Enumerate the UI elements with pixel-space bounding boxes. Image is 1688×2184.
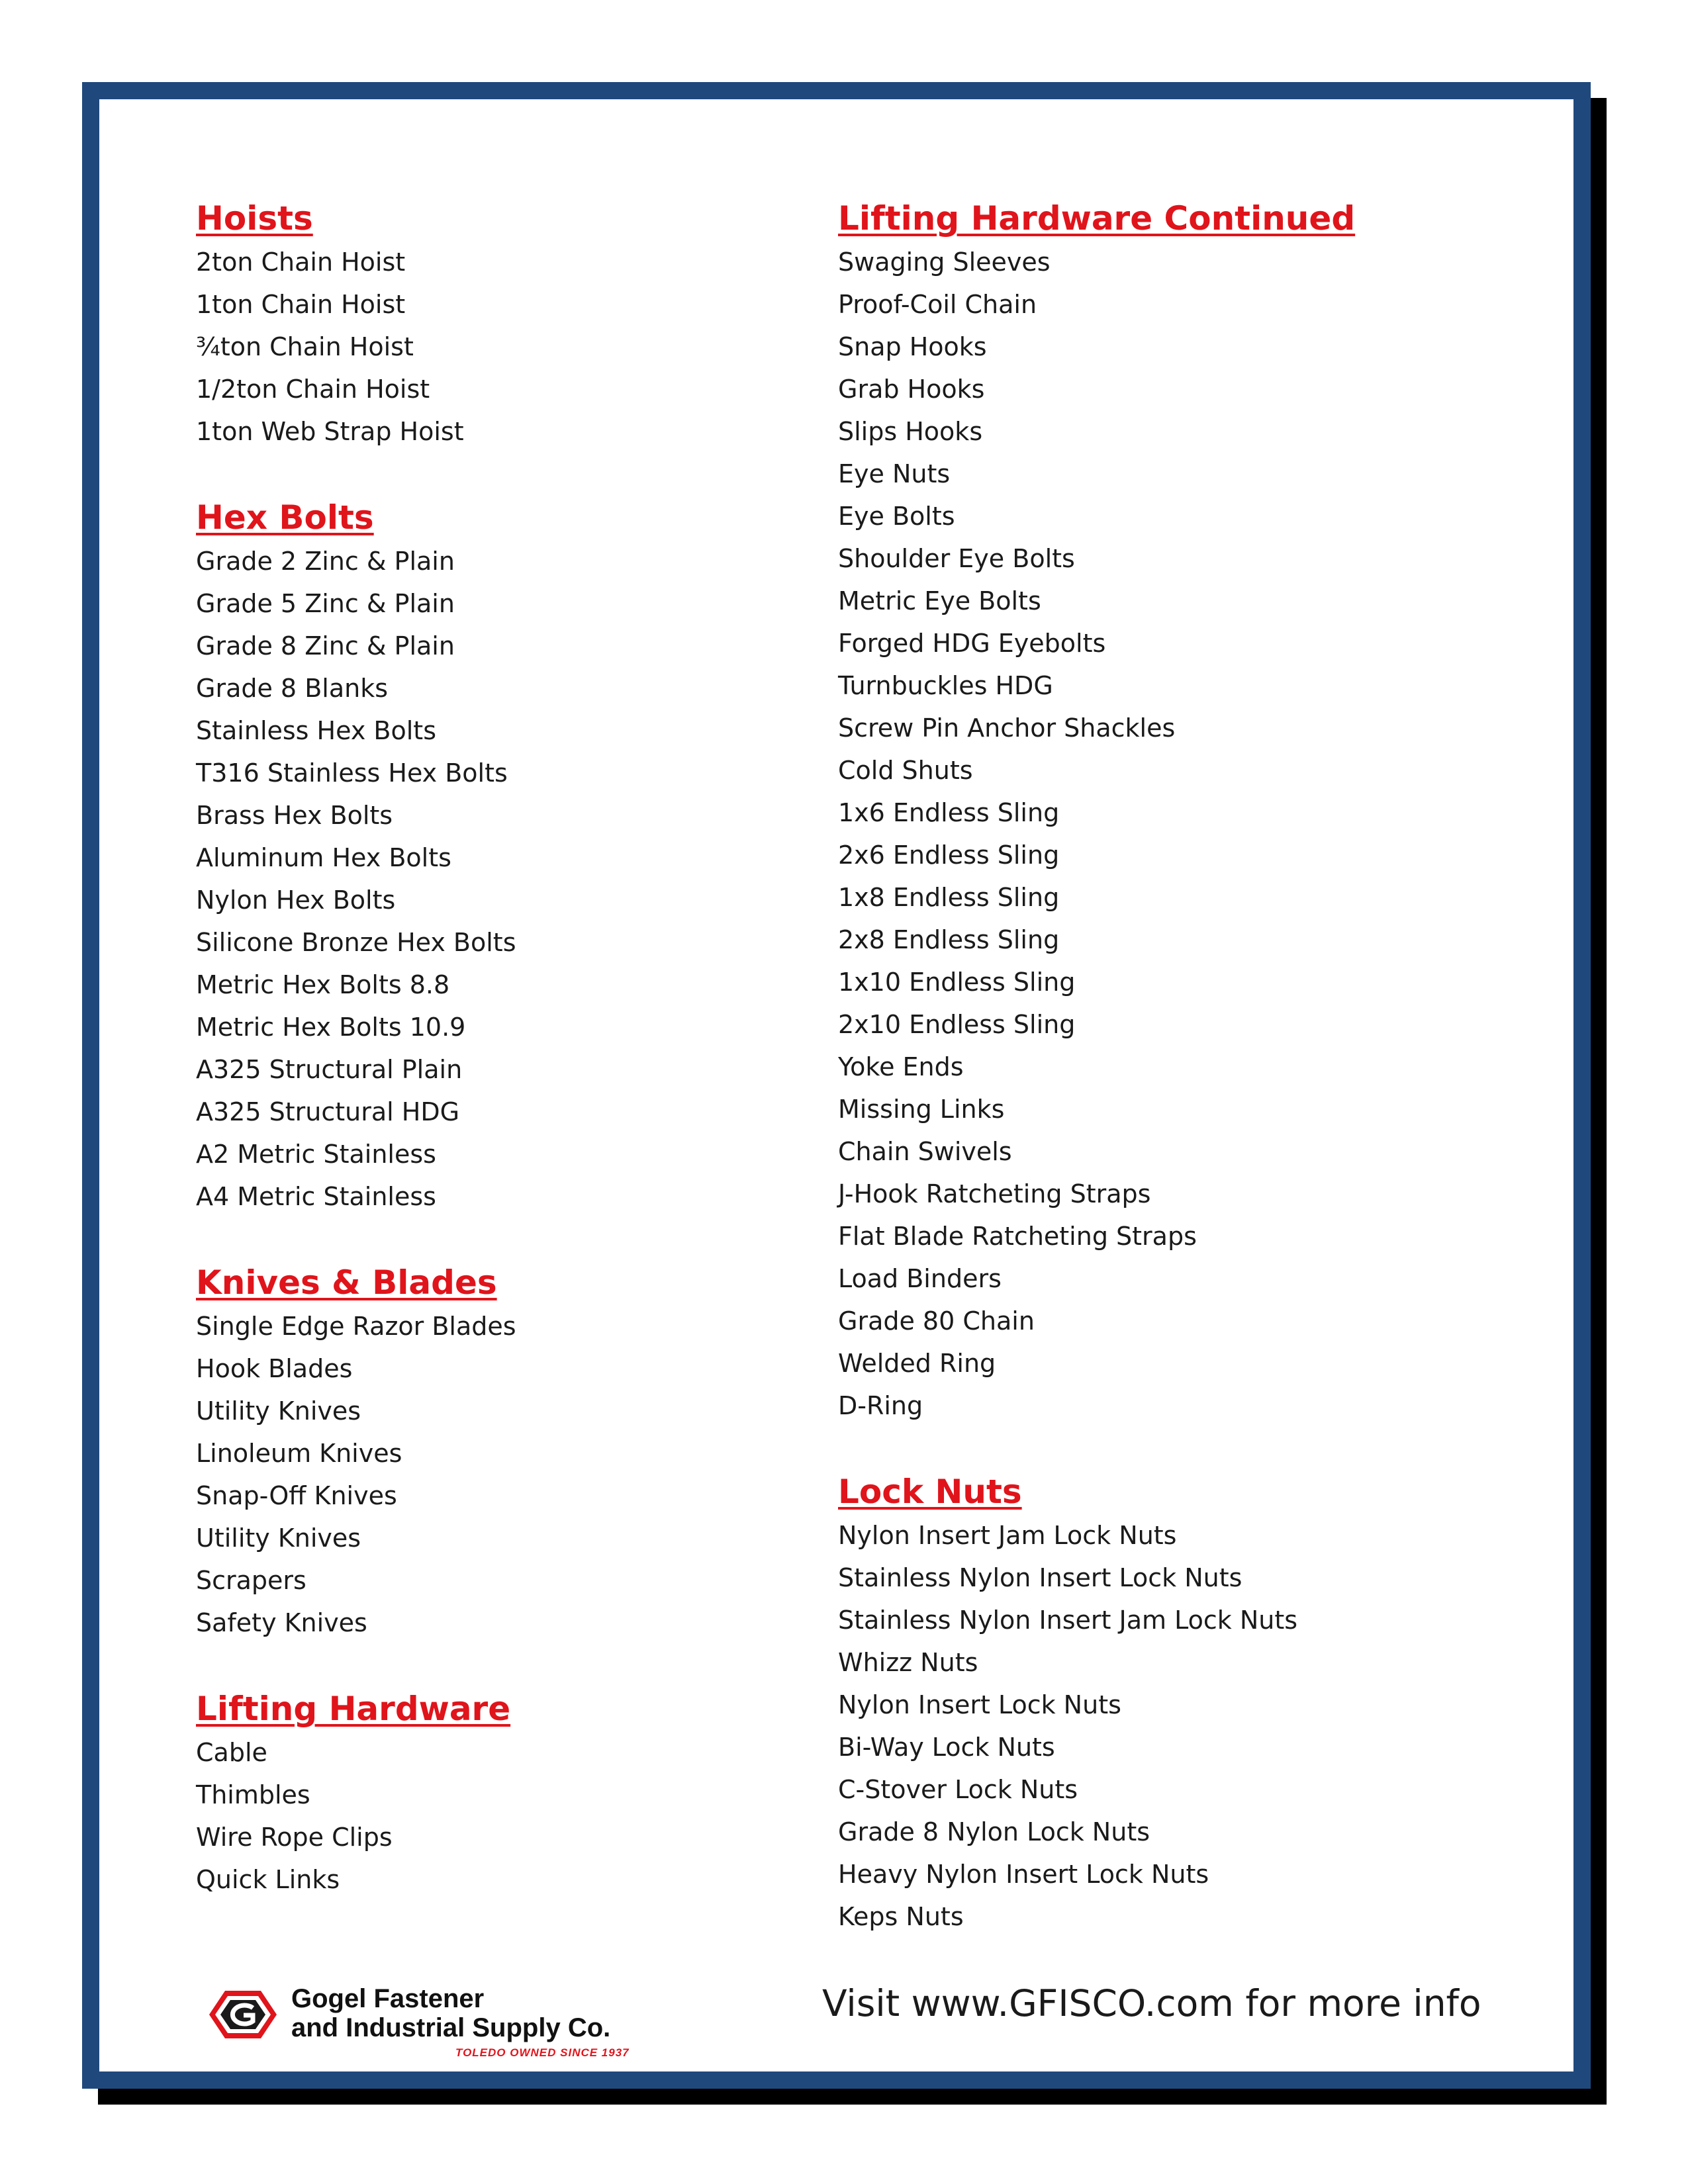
item-list (196, 241, 792, 453)
list-item: A325 Structural HDG (196, 1097, 460, 1126)
list-item: Flat Blade Ratcheting Straps (838, 1222, 1197, 1251)
list-item: 1ton Chain Hoist (196, 290, 406, 319)
list-item: Heavy Nylon Insert Lock Nuts (838, 1860, 1209, 1889)
section-heading: Lifting Hardware (196, 1690, 511, 1728)
list-item: Quick Links (196, 1865, 340, 1894)
list-item: Load Binders (838, 1264, 1002, 1293)
list-item: Forged HDG Eyebolts (838, 629, 1106, 658)
item-list (196, 1731, 792, 1901)
company-name-line1: Gogel Fastener (291, 1984, 485, 2013)
list-item: Eye Bolts (838, 502, 955, 531)
item-list (196, 540, 792, 1218)
list-item: ¾ton Chain Hoist (196, 332, 414, 361)
list-item: Grade 5 Zinc & Plain (196, 589, 455, 618)
list-item: Cable (196, 1738, 267, 1767)
list-item: Welded Ring (838, 1349, 996, 1378)
list-item: Shoulder Eye Bolts (838, 544, 1075, 573)
list-item: Thimbles (196, 1780, 310, 1809)
company-tagline: TOLEDO OWNED SINCE 1937 (455, 2046, 630, 2059)
list-item: Brass Hex Bolts (196, 801, 393, 830)
list-item: 1x8 Endless Sling (838, 883, 1060, 912)
section-lifting-hardware-continued (838, 196, 1500, 1427)
list-item: Linoleum Knives (196, 1439, 402, 1468)
list-item: Eye Nuts (838, 459, 951, 488)
list-item: Grade 8 Zinc & Plain (196, 631, 455, 660)
list-item: Metric Eye Bolts (838, 586, 1041, 615)
left-column (196, 196, 792, 1943)
section-heading: Hoists (196, 199, 313, 238)
list-item: Nylon Insert Jam Lock Nuts (838, 1521, 1177, 1550)
section-hoists (196, 196, 792, 453)
list-item: Stainless Nylon Insert Jam Lock Nuts (838, 1606, 1298, 1635)
list-item: Keps Nuts (838, 1902, 964, 1931)
hex-g-logo-icon (207, 1988, 279, 2041)
list-item: Stainless Hex Bolts (196, 716, 436, 745)
list-item: 2ton Chain Hoist (196, 248, 406, 277)
section-lifting-hardware (196, 1686, 792, 1901)
item-list (196, 1305, 792, 1644)
item-list (838, 241, 1500, 1427)
list-item: Chain Swivels (838, 1137, 1012, 1166)
list-item: Hook Blades (196, 1354, 353, 1383)
list-item: T316 Stainless Hex Bolts (196, 758, 508, 788)
list-item: Aluminum Hex Bolts (196, 843, 451, 872)
list-item: 1ton Web Strap Hoist (196, 417, 464, 446)
list-item: Safety Knives (196, 1608, 367, 1637)
list-item: Stainless Nylon Insert Lock Nuts (838, 1563, 1243, 1592)
list-item: Metric Hex Bolts 10.9 (196, 1013, 466, 1042)
list-item: Snap-Off Knives (196, 1481, 397, 1510)
list-item: 2x6 Endless Sling (838, 841, 1060, 870)
list-item: Wire Rope Clips (196, 1823, 393, 1852)
visit-website-text: Visit www.GFISCO.com for more info (822, 1982, 1481, 2025)
section-heading: Lifting Hardware Continued (838, 199, 1356, 238)
list-item: Turnbuckles HDG (838, 671, 1053, 700)
list-item: Grade 80 Chain (838, 1306, 1035, 1336)
list-item: Single Edge Razor Blades (196, 1312, 516, 1341)
list-item: Grade 2 Zinc & Plain (196, 547, 455, 576)
list-item: Bi-Way Lock Nuts (838, 1733, 1055, 1762)
list-item: Grade 8 Blanks (196, 674, 388, 703)
section-hex-bolts (196, 495, 792, 1218)
right-column (838, 196, 1500, 1980)
list-item: Slips Hooks (838, 417, 983, 446)
list-item: 1/2ton Chain Hoist (196, 375, 430, 404)
company-name-line2: and Industrial Supply Co. (291, 2013, 611, 2042)
list-item: Screw Pin Anchor Shackles (838, 713, 1176, 743)
section-heading: Lock Nuts (838, 1473, 1022, 1511)
list-item: Nylon Hex Bolts (196, 886, 396, 915)
list-item: Metric Hex Bolts 8.8 (196, 970, 450, 999)
list-item: Grab Hooks (838, 375, 985, 404)
section-heading: Knives & Blades (196, 1263, 497, 1302)
list-item: Snap Hooks (838, 332, 987, 361)
list-item: Utility Knives (196, 1524, 361, 1553)
list-item: Nylon Insert Lock Nuts (838, 1690, 1121, 1719)
list-item: Utility Knives (196, 1396, 361, 1426)
list-item: Grade 8 Nylon Lock Nuts (838, 1817, 1150, 1846)
list-item: A325 Structural Plain (196, 1055, 463, 1084)
list-item: A4 Metric Stainless (196, 1182, 436, 1211)
list-item: Silicone Bronze Hex Bolts (196, 928, 516, 957)
list-item: Proof-Coil Chain (838, 290, 1037, 319)
section-heading: Hex Bolts (196, 498, 374, 537)
list-item: C-Stover Lock Nuts (838, 1775, 1078, 1804)
list-item: 2x10 Endless Sling (838, 1010, 1076, 1039)
list-item: Scrapers (196, 1566, 306, 1595)
item-list (838, 1514, 1500, 1938)
section-knives-blades (196, 1260, 792, 1644)
list-item: Cold Shuts (838, 756, 973, 785)
list-item: J-Hook Ratcheting Straps (838, 1179, 1151, 1208)
list-item: A2 Metric Stainless (196, 1140, 436, 1169)
list-item: D-Ring (838, 1391, 923, 1420)
company-logo (207, 1983, 683, 2062)
list-item: 1x6 Endless Sling (838, 798, 1060, 827)
list-item: Missing Links (838, 1095, 1005, 1124)
list-item: 2x8 Endless Sling (838, 925, 1060, 954)
list-item: Swaging Sleeves (838, 248, 1051, 277)
list-item: 1x10 Endless Sling (838, 968, 1076, 997)
list-item: Whizz Nuts (838, 1648, 978, 1677)
list-item: Yoke Ends (838, 1052, 964, 1081)
section-lock-nuts (838, 1469, 1500, 1938)
